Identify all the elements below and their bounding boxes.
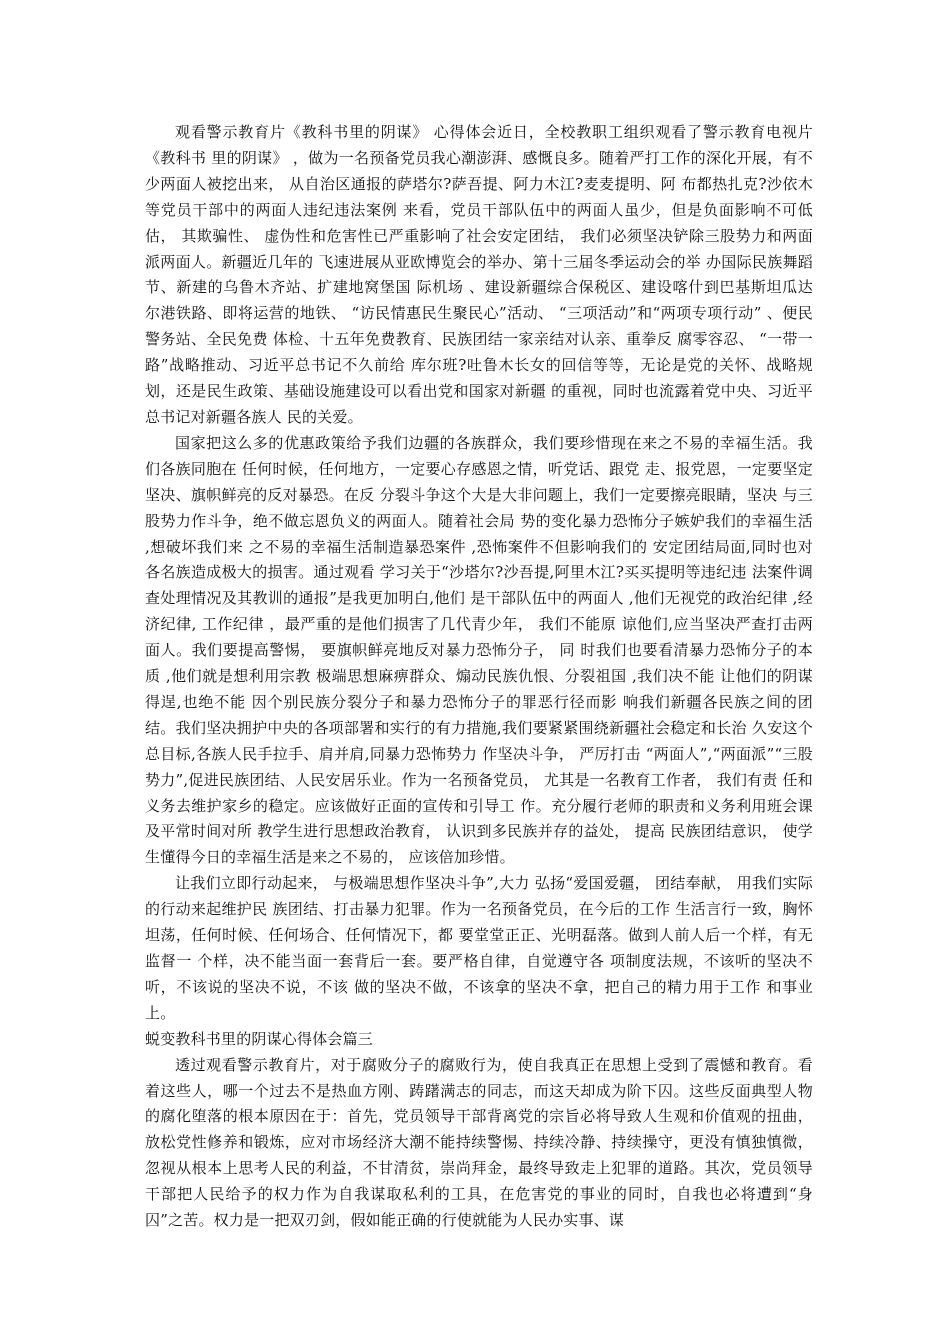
paragraph-4: 透过观看警示教育片，对于腐败分子的腐败行为，使自我真正在思想上受到了震憾和教育。看着这些人，哪一个过去不是热血方刚、踌躇满志的同志，而这天却成为阶下囚。这些反面典型人物的腐化堕落的根本原因在于：首先，党员领导干部背离党的宗旨必将导致人生观和价值观的扭曲，放松党性修养和锻炼，应对市场经济大潮不能持续警惕、持续冷静、持续操守，更没有慎独慎微，忽视从根本上思考人民的利益，不甘清贫，崇尚拜金，最终导致走上犯罪的道路。其次，党员领导干部把人民给予的权力作为自我谋取私利的工具，在危害党的事业的同时，自我也必将遭到“身囚”之苦。权力是一把双刃剑，假如能正确的行使就能为人民办实事、谋 [145,1055,813,1230]
document-page [145,120,813,1234]
paragraph-3: 让我们立即行动起来， 与极端思想作坚决斗争”,大力 弘扬“爱国爱疆， 团结奉献， 用我们实际的行动来起维护民 族团结、打击暴力犯罪。作为一名预备党员，在今后的工作 生活言行一致，胸怀坦荡，任何时候、任何场合、任何情况下，都 要堂堂正正、光明磊落。做到人前人后一个样，有无监督一 个样，决不能当面一套背后一套。要严格自律，自觉遵守各 项制度法规，不该听的坚决不听，不该说的坚决不说，不该 做的坚决不做，不该拿的坚决不拿，把自己的精力用于工作 和事业上。 [145,874,813,1022]
paragraph-2: 国家把这么多的优惠政策给予我们边疆的各族群众，我们要珍惜现在来之不易的幸福生活。我们各族同胞在 任何时候，任何地方，一定要心存感恩之情，听党话、跟党 走、报党恩，一定要坚定坚决、旗帜鲜亮的反对暴恐。在反 分裂斗争这个大是大非问题上，我们一定要擦亮眼睛，坚决 与三股势力作斗争，绝不做忘恩负义的两面人。随着社会局 势的变化暴力恐怖分子嫉妒我们的幸福生活 ,想破坏我们来 之不易的幸福生活制造暴恐案件 ,恐怖案件不但影响我们的 安定团结局面,同时也对各名族造成极大的损害。通过观看 学习关于“沙塔尔?沙吾提,阿里木江?买买提明等违纪违 法案件调查处理情况及其教训的通报”是我更加明白,他们 是干部队伍中的两面人 ,他们无视党的政治纪律 ,经济纪律, 工作纪律 ，最严重的是他们损害了几代青少年， 我们不能原 谅他们,应当坚决严查打击两面人。我们要提高警惕， 要旗帜鲜亮地反对暴力恐怖分子， 同 时我们也要看清暴力恐怖分子的本质 ,他们就是想利用宗教 极端思想麻痹群众、煽动民族仇恨、分裂祖国 ,我们决不能 让他们的阴谋得逞,也绝不能 因个别民族分裂分子和暴力恐怖分子的罪恶行径而影 响我们新疆各民族之间的团结。我们坚决拥护中央的各项部署和实行的有力措施,我们要紧紧围绕新疆社会稳定和长治 久安这个总目标,各族人民手拉手、肩并肩,同暴力恐怖势力 作坚决斗争， 严厉打击 “两面人”,“两面派”“三股势力”,促进民族团结、人民安居乐业。作为一名预备党员， 尤其是一名教育工作者， 我们有责 任和义务去维护家乡的稳定。应该做好正面的宣传和引导工 作。充分履行老师的职责和义务利用班会课及平常时间对所 教学生进行思想政治教育， 认识到多民族并存的益处， 提高 民族团结意识， 使学生懂得今日的幸福生活是来之不易的， 应该倍加珍惜。 [145,433,813,867]
section-heading: 蜕变教科书里的阴谋心得体会篇三 [145,1029,374,1048]
paragraph-1: 观看警示教育片《教科书里的阴谋》 心得体会近日，全校教职工组织观看了警示教育电视片《教科书 里的阴谋》 ，做为一名预备党员我心潮澎湃、感慨良多。随着严打工作的深化开展，有不少两面人被挖出来， 从自治区通报的萨塔尔?萨吾提、阿力木江?麦麦提明、阿 布都热扎克?沙依木等党员干部中的两面人违纪违法案例 来看，党员干部队伍中的两面人虽少，但是负面影响不可低 估， 其欺骗性、 虚伪性和危害性已严重影响了社会安定团结， 我们必须坚决铲除三股势力和两面派两面人。新疆近几年的 飞速进展从亚欧博览会的举办、第十三届冬季运动会的举 办国际民族舞蹈节、新建的乌鲁木齐站、扩建地窝堡国 际机场 、建设新疆综合保税区、建设喀什到巴基斯坦瓜达 尔港铁路、即将运营的地铁、 “访民情惠民生聚民心”活动、 “三项活动”和“两项专项行动” 、便民警务站、全民免费 体检、十五年免费教育、民族团结一家亲结对认亲、重拳反 腐零容忍、 “一带一路”战略推动、习近平总书记不久前给 库尔班?吐鲁木长女的回信等等，无论是党的关怀、战略规 划，还是民生政策、基础设施建设可以看出党和国家对新疆 的重视，同时也流露着党中央、习近平总书记对新疆各族人 民的关爱。 [145,123,813,426]
